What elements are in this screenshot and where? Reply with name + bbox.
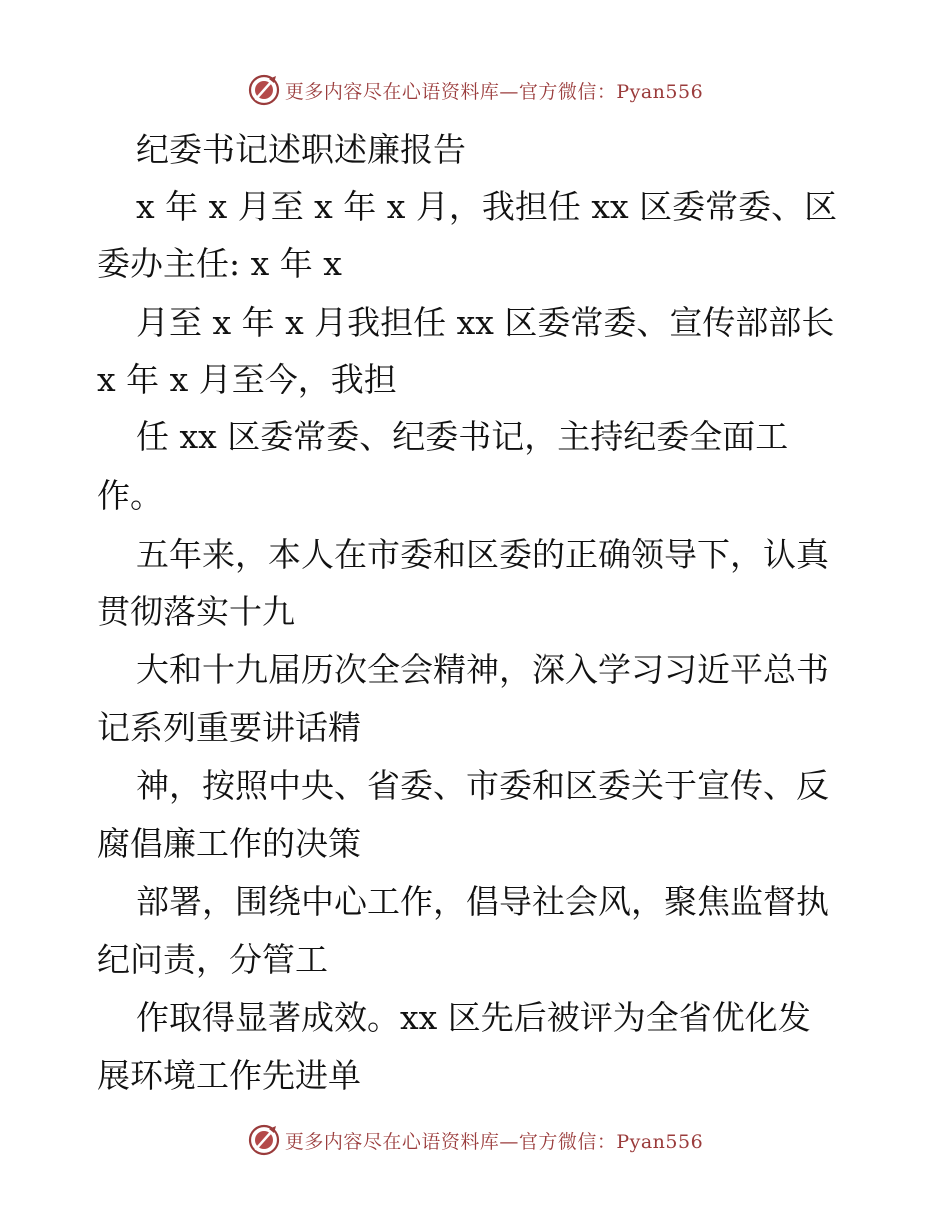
document-title: 纪委书记述职述廉报告	[136, 130, 466, 169]
header-banner-text: 更多内容尽在心语资料库—官方微信：Pyan556	[284, 80, 704, 103]
text-line: 展环境工作先进单	[97, 1056, 361, 1095]
text-line: 部署，围绕中心工作，倡导社会风，聚焦监督执	[136, 882, 829, 921]
text-line: 记系列重要讲话精	[97, 708, 361, 747]
text-line: 神，按照中央、省委、市委和区委关于宣传、反	[136, 766, 829, 805]
header-banner	[0, 68, 950, 112]
quill-seal-icon	[247, 73, 281, 107]
text-line: 作。	[97, 476, 163, 515]
quill-seal-icon	[247, 1123, 281, 1157]
text-line: x 年 x 月至 x 年 x 月，我担任 xx 区委常委、区	[136, 187, 838, 226]
text-line: x 年 x 月至今，我担	[97, 360, 397, 399]
text-line: 任 xx 区委常委、纪委书记，主持纪委全面工	[136, 417, 789, 456]
footer-banner-text: 更多内容尽在心语资料库—官方微信：Pyan556	[284, 1130, 704, 1153]
text-line: 月至 x 年 x 月我担任 xx 区委常委、宣传部部长	[136, 303, 835, 342]
text-line: 五年来，本人在市委和区委的正确领导下，认真	[136, 535, 829, 574]
text-line: 作取得显著成效。xx 区先后被评为全省优化发	[136, 998, 811, 1037]
footer-banner	[0, 1118, 950, 1162]
text-line: 大和十九届历次全会精神，深入学习习近平总书	[136, 650, 829, 689]
text-line: 贯彻落实十九	[97, 592, 295, 631]
text-line: 委办主任: x 年 x	[97, 244, 342, 283]
text-line: 腐倡廉工作的决策	[97, 824, 361, 863]
text-line: 纪问责，分管工	[97, 940, 328, 979]
